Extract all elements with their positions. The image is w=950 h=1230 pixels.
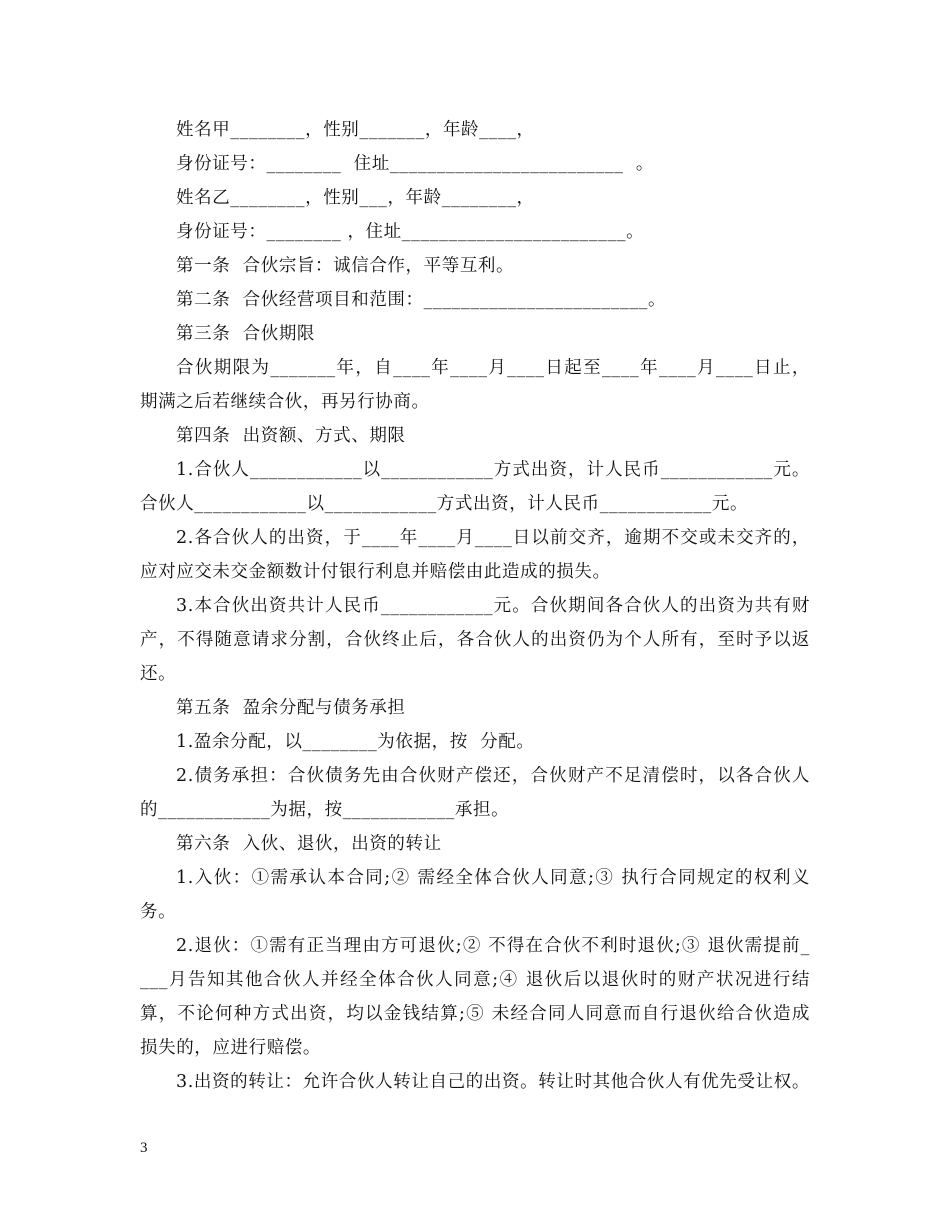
article-5-item-2: 2.债务承担：合伙债务先由合伙财产偿还，合伙财产不足清偿时，以各合伙人 (176, 766, 810, 786)
article-4-item-3: 3.本合伙出资共计人民币____________元。合伙期间各合伙人的出资为共有财 (176, 596, 810, 616)
article-4-heading: 第四条 出资额、方式、期限 (176, 426, 406, 446)
article-6-item-3: 3.出资的转让：允许合伙人转让自己的出资。转让时其他合伙人有优先受让权。 (176, 1072, 810, 1092)
article-3-heading: 第三条 合伙期限 (176, 324, 316, 344)
article-3-text-cont: 期满之后若继续合伙，再另行协商。 (140, 392, 430, 412)
article-6-item-2-cont-2: 算，不论何种方式出资，均以金钱结算;⑤ 未经合同人同意而自行退伙给合伙造成 (140, 1004, 810, 1024)
article-4-item-1-cont: 合伙人____________以____________方式出资，计人民币____________元。 (140, 494, 749, 514)
article-4-item-1: 1.合伙人____________以____________方式出资，计人民币____________元。 (176, 460, 810, 480)
article-5-heading: 第五条 盈余分配与债务承担 (176, 698, 406, 718)
party-b-id-line: 身份证号：________ ，住址________________________。 (176, 222, 645, 242)
article-4-item-3-cont: 产，不得随意请求分割，合伙终止后，各合伙人的出资仍为个人所有，至时予以返 (140, 630, 810, 650)
article-1: 第一条 合伙宗旨：诚信合作，平等互利。 (176, 256, 515, 276)
party-a-name-line: 姓名甲________，性别_______，年龄____， (176, 120, 535, 140)
article-6-heading: 第六条 入伙、退伙，出资的转让 (176, 834, 442, 854)
party-b-name-line: 姓名乙________，性别___，年龄________， (176, 188, 535, 208)
article-4-item-2-cont: 应对应交未交金额数计付银行利息并赔偿由此造成的损失。 (140, 562, 611, 582)
article-4-item-3-end: 还。 (140, 664, 177, 684)
article-4-item-2: 2.各合伙人的出资，于____年____月____日以前交齐，逾期不交或未交齐的， (176, 528, 810, 548)
party-a-id-line: 身份证号：________ 住址_________________________ 。 (176, 154, 654, 174)
article-5-item-2-cont: 的____________为据，按____________承担。 (140, 800, 510, 820)
article-6-item-2: 2.退伙：①需有正当理由方可退伙;② 不得在合伙不利时退伙;③ 退伙需提前_ (176, 936, 810, 956)
page-number: 3 (140, 1140, 148, 1156)
article-6-item-1: 1.入伙：①需承认本合同;② 需经全体合伙人同意;③ 执行合同规定的权利义 (176, 868, 810, 888)
article-6-item-2-cont-3: 损失的，应进行赔偿。 (140, 1038, 321, 1058)
article-6-item-2-cont-1: ___月告知其他合伙人并经全体合伙人同意;④ 退伙后以退伙时的财产状况进行结 (140, 970, 810, 990)
article-5-item-1: 1.盈余分配，以________为依据，按 分配。 (176, 732, 535, 752)
article-2: 第二条 合伙经营项目和范围：________________________。 (176, 290, 667, 310)
article-6-item-1-cont: 务。 (140, 902, 177, 922)
article-3-text: 合伙期限为_______年，自____年____月____日起至____年____月____日止， (176, 358, 810, 378)
